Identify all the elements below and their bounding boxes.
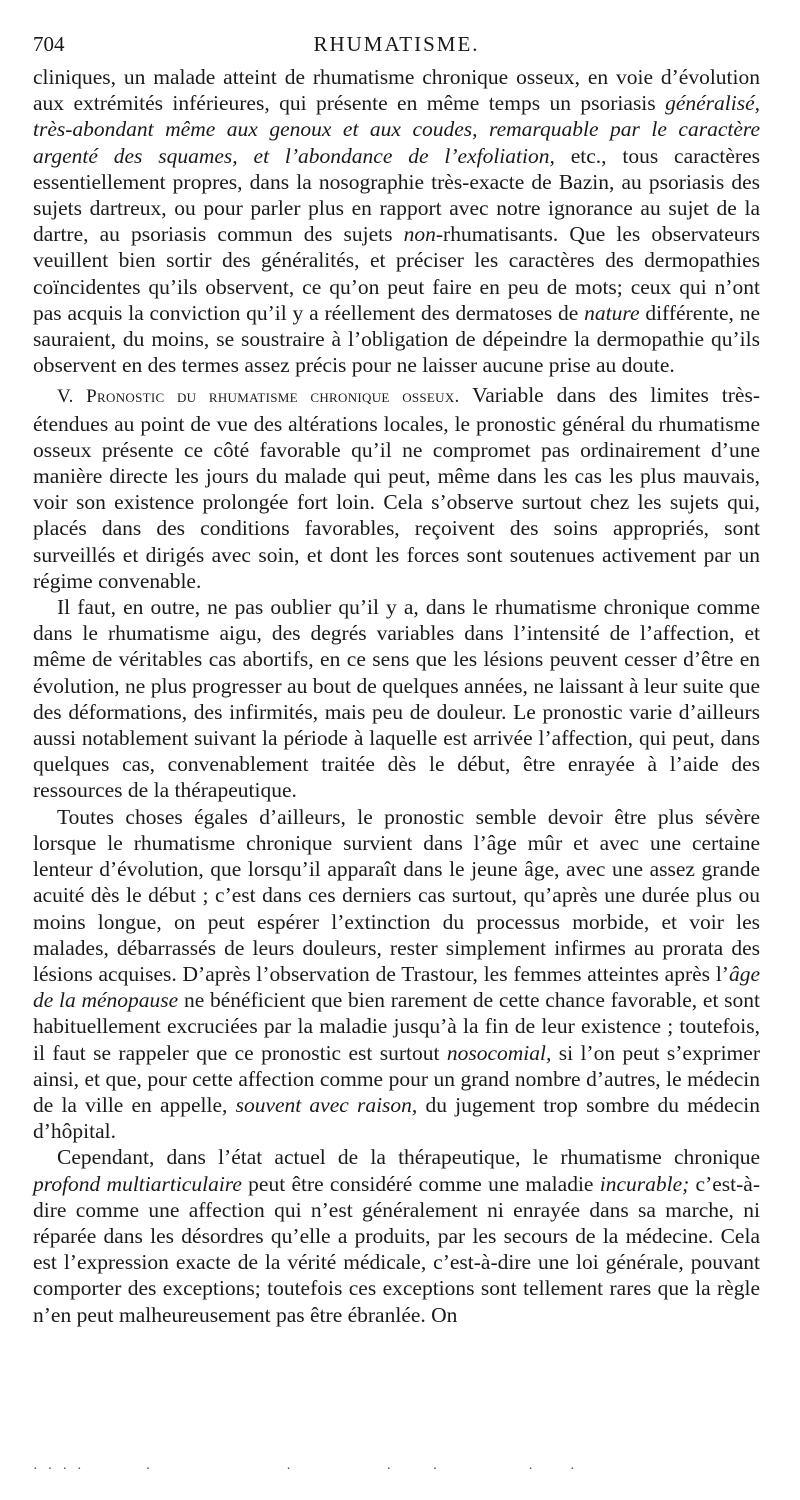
- text-run: si l’on peut s’exprimer ainsi, et que, pour cette affection comme pour un grand nombre d’autres, le médecin de la ville en appelle,: [33, 1040, 760, 1117]
- text-run: Il faut, en outre, ne pas oublier qu’il y a, dans le rhumatisme chronique comme dans le rhumatisme aigu, des degrés variables dans l’intensité de l’affection, et même de véritables cas abortifs, en ce sens que les lésions peuvent cesser d’être en évolution, ne plus progresser au bout de quelques années, ne laissant à leur suite que des déformations, des infirmités, mais peu de douleur. Le pronostic varie d’ailleurs aussi notablement suivant la période à laquelle est arrivée l’affection, qui peut, dans quelques cas, convenablement traitée dès le début, être enrayée à l’aide des ressources de la thérapeutique.: [33, 595, 760, 803]
- paragraph-1: [33, 64, 760, 378]
- italic-run: non: [403, 222, 436, 247]
- italic-run: âge de la ménopause: [33, 961, 760, 1013]
- text-run: ne bénéficient que bien rarement de cette chance favorable, et sont habituellement excruciées par la maladie jusqu’à la fin de leur existence ; toutefois, il faut se rappeler que ce pronostic est surtout: [33, 988, 760, 1065]
- paragraph-5: [33, 1144, 760, 1327]
- italic-run: nosocomial,: [446, 1040, 552, 1065]
- text-run: différente, ne sauraient, du moins, se soustraire à l’obligation de dépeindre la dermopathie qu’ils observent en des termes assez précis pour ne laisser aucune prise au doute.: [33, 300, 760, 378]
- text-run: Toutes choses égales d’ailleurs, le pronostic semble devoir être plus sévère lorsque le rhumatisme chronique survient dans l’âge mûr et avec une certaine lenteur d’évolution, que lorsqu’il apparaît dans le jeune âge, avec une assez grande acuité dès le début ; c’est dans ces derniers cas surtout, qu’après une durée plus ou moins longue, on peut espérer l’extinction du processus morbide, et voir les malades, débarrassés de leurs douleurs, rester simplement infirmes au prorata des lésions acquises. D’après l’observation de Trastour, les femmes atteintes après l’: [33, 804, 760, 986]
- text-body: [33, 64, 760, 1328]
- italic-run: généralisé, très-abondant même aux genoux et aux coudes, remarquable par le caractère argenté des squames, et l’abondance de l’exfoliation,: [33, 91, 760, 168]
- section-heading: V. Pronostic du rhumatisme chronique osseux.: [57, 386, 460, 408]
- page-number: 704: [33, 32, 65, 56]
- text-run: c’est-à-dire comme une affection qui n’est généralement ni enrayée dans sa marche, ni réparée dans les désordres qu’elle a produits, par les secours de la médecine. Cela est l’expression exacte de la vérité médicale, c’est-à-dire une loi générale, pouvant comporter des exceptions; toutefois ces exceptions sont tellement rares que la règle n’en peut malheureusement pas être ébranlée. On: [33, 1171, 760, 1327]
- text-run: -rhumatisants. Que les observateurs veuillent bien sortir des généralités, et préciser les caractères des dermopathies coïncidentes qu’ils observent, ce qu’on peut faire en peu de mots; ceux qui n’ont pas acquis la conviction qu’il y a réellement des dermatoses de: [33, 222, 761, 325]
- text-run: peut être considéré comme une maladie: [241, 1171, 600, 1196]
- text-run: Variable dans des limites très-étendues au point de vue des altérations locales, le pronostic général du rhumatisme osseux présente ce côté favorable qu’il ne compromet pas ordinairement d’une manière directe les jours du malade qui peut, même dans les cas les plus mauvais, voir son existence prolongée fort loin. Cela s’observe surtout chez les sujets qui, placés dans des conditions favorables, reçoivent des soins appropriés, sont surveillés et dirigés avec soin, et dont les forces sont soutenues activement par un régime convenable.: [33, 383, 760, 593]
- text-run: Cependant, dans l’état actuel de la thérapeutique, le rhumatisme chronique: [57, 1145, 760, 1170]
- text-run: cliniques, un malade atteint de rhumatisme chronique osseux, en voie d’évolution aux extrémités inférieures, qui présente en même temps un psoriasis: [33, 65, 760, 116]
- text-run: du jugement trop sombre du médecin d’hôpital.: [33, 1092, 761, 1144]
- text-run: etc., tous caractères essentiellement propres, dans la nosographie très-exacte de Bazin, au psoriasis des sujets dartreux, ou pour parler plus en rapport avec notre ignorance au sujet de la dartre, au psoriasis commun des sujets: [33, 143, 760, 247]
- paragraph-2: [33, 382, 760, 594]
- paragraph-4: [33, 804, 760, 1145]
- paragraph-3: [33, 594, 760, 804]
- italic-run: nature: [584, 300, 640, 325]
- italic-run: incurable;: [599, 1171, 690, 1196]
- italic-run: profond multiarticulaire: [33, 1171, 242, 1196]
- running-head: [33, 28, 760, 60]
- running-title: RHUMATISME.: [313, 32, 480, 56]
- italic-run: souvent avec raison,: [235, 1092, 418, 1117]
- scan-speckles: · · · · · · · · · ·: [33, 1462, 576, 1477]
